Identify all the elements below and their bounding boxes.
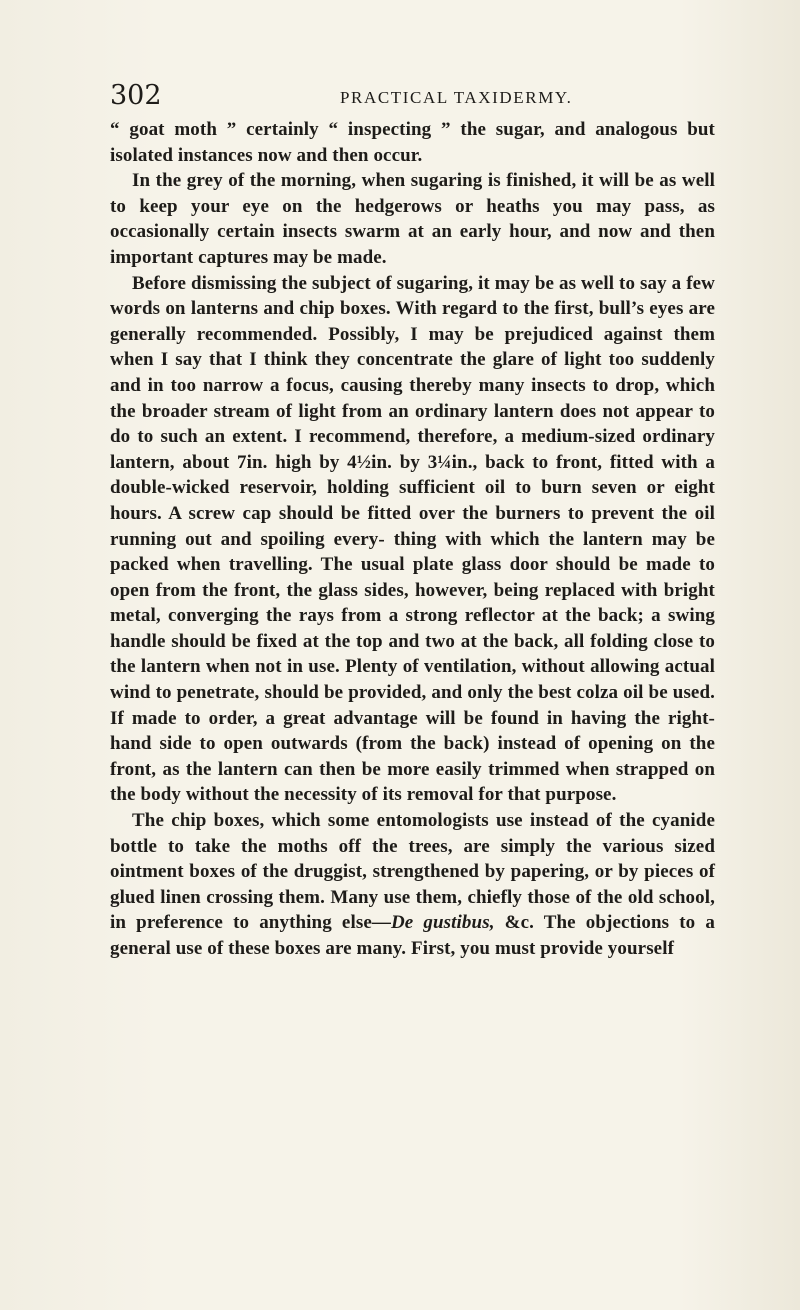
paragraph-morning-sugaring: In the grey of the morning, when sugaring is finished, it will be as well to keep your eye on the hedgerows or heaths you may pass, as occasionally certain insects swarm at an early hour, and now and then important captures may be made. xyxy=(110,170,715,268)
page-header xyxy=(110,80,710,114)
page-number: 302 xyxy=(110,80,162,111)
latin-phrase: De gustibus, xyxy=(390,912,495,934)
chip-boxes-text-end: &c. The objections to a general use of these boxes are many. First, you must provide yourself xyxy=(110,912,715,959)
body-text xyxy=(110,117,715,962)
paragraph-goat-moth: “ goat moth ” certainly “ inspecting ” the sugar, and analogous but isolated instances now and then occur. xyxy=(110,119,715,166)
chip-boxes-text-start: The chip boxes, which some entomologists use instead of the cyanide bottle to take the moths off the trees, are simply the various sized ointment boxes of the druggist, strengthened by papering, or by pieces of glued linen crossing them. Many use them, chiefly those of the old school, in preference to anything else— xyxy=(110,810,715,934)
paragraph-chip-boxes xyxy=(110,808,715,962)
running-head: PRACTICAL TAXIDERMY. xyxy=(340,88,573,107)
paragraph-lanterns: Before dismissing the subject of sugaring, it may be as well to say a few words on lanterns and chip boxes. With regard to the first, bull’s eyes are generally recommended. Possibly, I may be prejudiced against them when I say that I think they concentrate the glare of light too suddenly and in too narrow a focus, causing thereby many insects to drop, which the broader stream of light from an ordinary lantern does not appear to do to such an extent. I recommend, therefore, a medium-sized ordinary lantern, about 7in. high by 4½in. by 3¼in., back to front, fitted with a double-wicked reservoir, holding sufficient oil to burn seven or eight hours. A screw cap should be fitted over the burners to prevent the oil running out and spoiling every- thing with which the lantern may be packed when travelling. The usual plate glass door should be made to open from the front, the glass sides, however, being replaced with bright metal, converging the rays from a strong reflector at the back; a swing handle should be fixed at the top and two at the back, all folding close to the lantern when not in use. Plenty of ventilation, without allowing actual wind to penetrate, should be provided, and only the best colza oil be used. If made to order, a great advantage will be found in having the right-hand side to open outwards (from the back) instead of opening on the front, as the lantern can then be more easily trimmed when strapped on the body without the necessity of its removal for that purpose. xyxy=(110,272,715,806)
